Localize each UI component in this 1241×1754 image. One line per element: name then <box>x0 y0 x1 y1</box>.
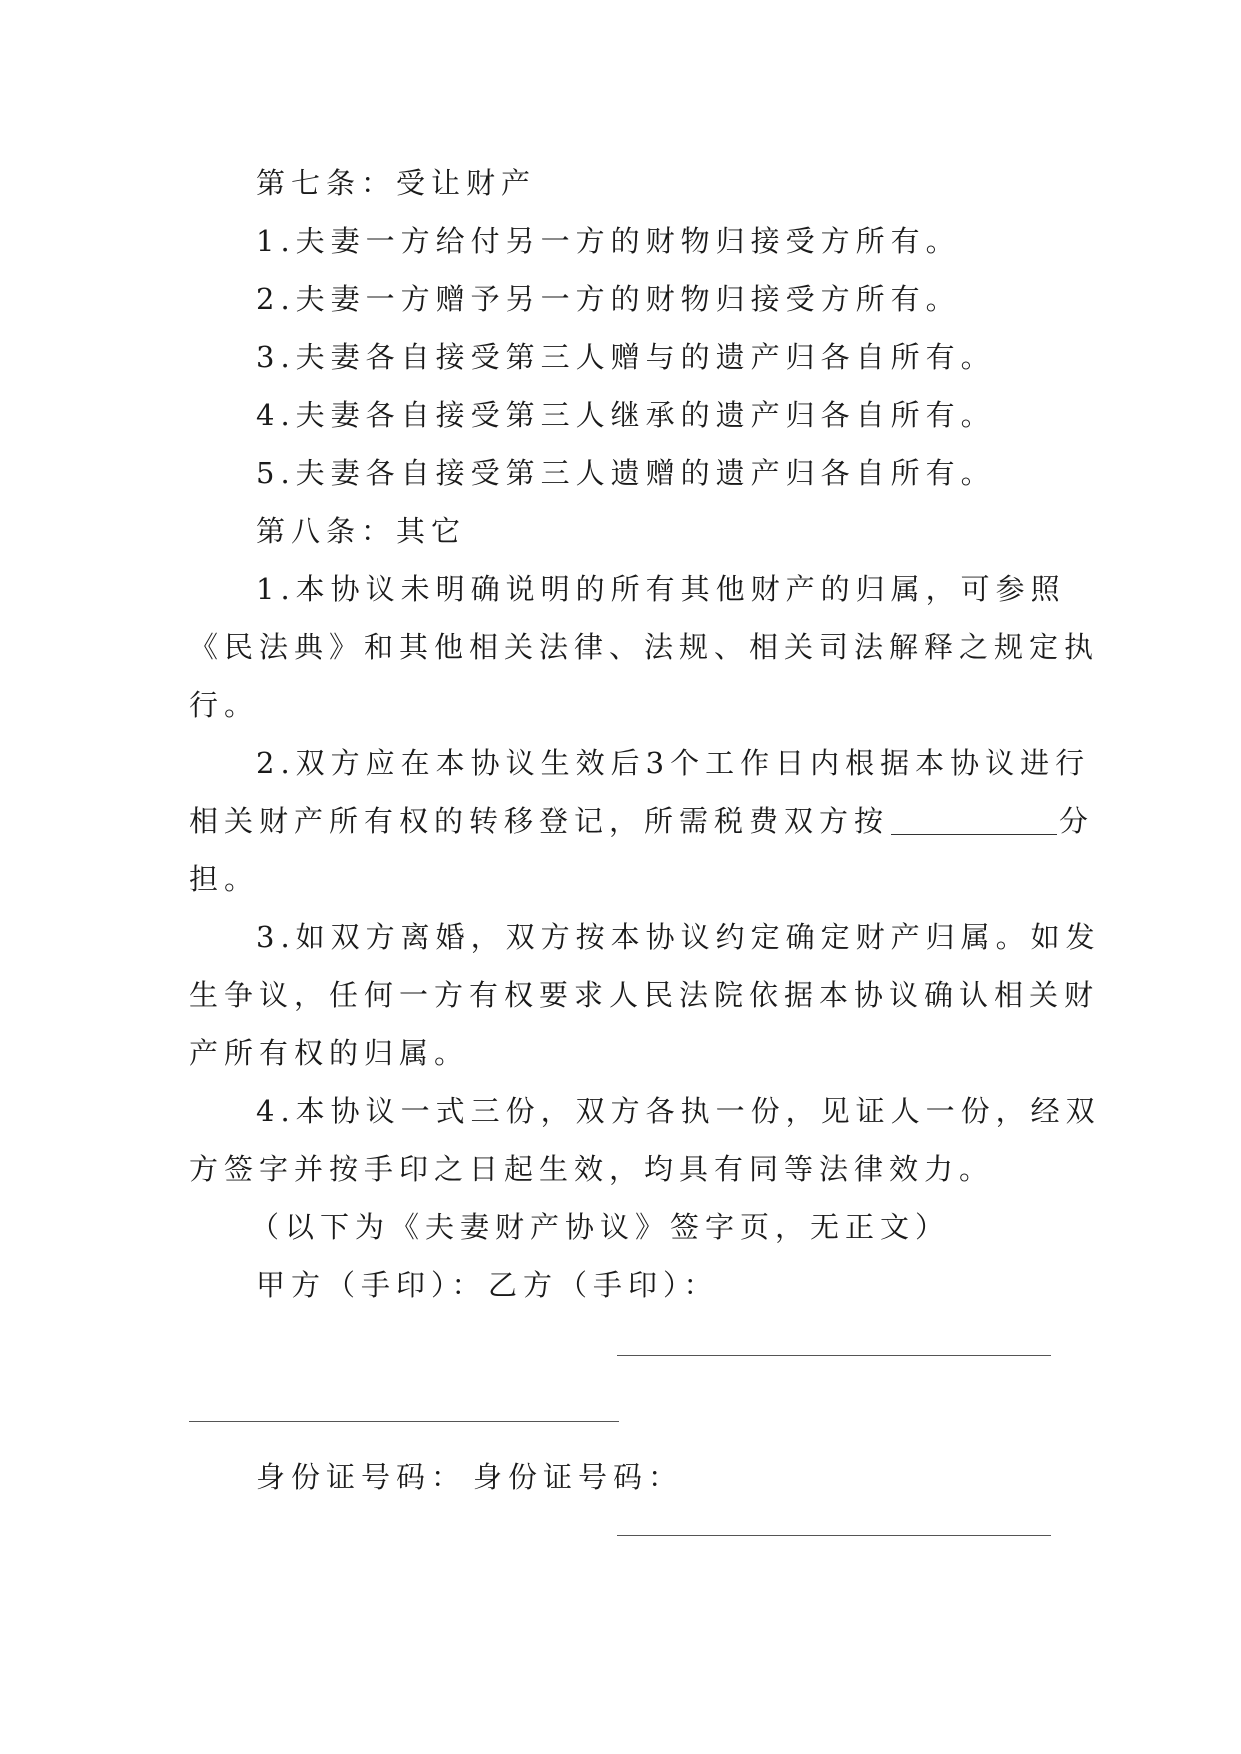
article-7-item-3: 3.夫妻各自接受第三人赠与的遗产归各自所有。 <box>256 340 996 374</box>
clause-2-line-1: 2.双方应在本协议生效后3个工作日内根据本协议进行 <box>256 746 1091 780</box>
clause-3-line-1: 3.如双方离婚，双方按本协议约定确定财产归属。如发 <box>256 920 1101 954</box>
clause-4-line-1: 4.本协议一式三份，双方各执一份，见证人一份，经双 <box>256 1094 1101 1128</box>
clause-4-line-2: 方签字并按手印之日起生效，均具有同等法律效力。 <box>189 1152 995 1186</box>
article-7-item-1: 1.夫妻一方给付另一方的财物归接受方所有。 <box>256 224 961 258</box>
id-number-a-label: 身份证号码： <box>256 1460 467 1494</box>
signature-page-note: （以下为《夫妻财产协议》签字页，无正文） <box>250 1210 951 1244</box>
id-number-line <box>617 1535 1051 1536</box>
clause-2-line-2-text: 相关财产所有权的转移登记，所需税费双方按 <box>189 804 890 838</box>
clause-1-line-1: 1.本协议未明确说明的所有其他财产的归属，可参照 <box>256 572 1066 606</box>
tax-share-blank <box>891 804 1057 835</box>
clause-3-line-2: 生争议，任何一方有权要求人民法院依据本协议确认相关财 <box>189 978 1100 1012</box>
clause-1-line-2: 《民法典》和其他相关法律、法规、相关司法解释之规定执 <box>189 630 1100 664</box>
article-7-item-2: 2.夫妻一方赠予另一方的财物归接受方所有。 <box>256 282 961 316</box>
party-b-thumbprint-label: 乙方（手印）： <box>488 1268 719 1302</box>
party-b-signature-line <box>189 1421 619 1422</box>
article-7-heading: 第七条：受让财产 <box>256 166 537 200</box>
clause-1-line-3: 行。 <box>189 688 260 722</box>
article-7-item-5: 5.夫妻各自接受第三人遗赠的遗产归各自所有。 <box>256 456 996 490</box>
id-number-b-label: 身份证号码： <box>473 1460 684 1494</box>
party-a-thumbprint-label: 甲方（手印）： <box>256 1268 487 1302</box>
clause-2-line-2 <box>189 801 1095 841</box>
clause-2-line-2-end: 分 <box>1059 804 1095 838</box>
article-7-item-4: 4.夫妻各自接受第三人继承的遗产归各自所有。 <box>256 398 996 432</box>
clause-3-line-3: 产所有权的归属。 <box>189 1036 470 1070</box>
article-8-heading: 第八条：其它 <box>256 514 467 548</box>
party-a-signature-line <box>617 1355 1051 1356</box>
clause-2-line-3: 担。 <box>189 862 260 896</box>
